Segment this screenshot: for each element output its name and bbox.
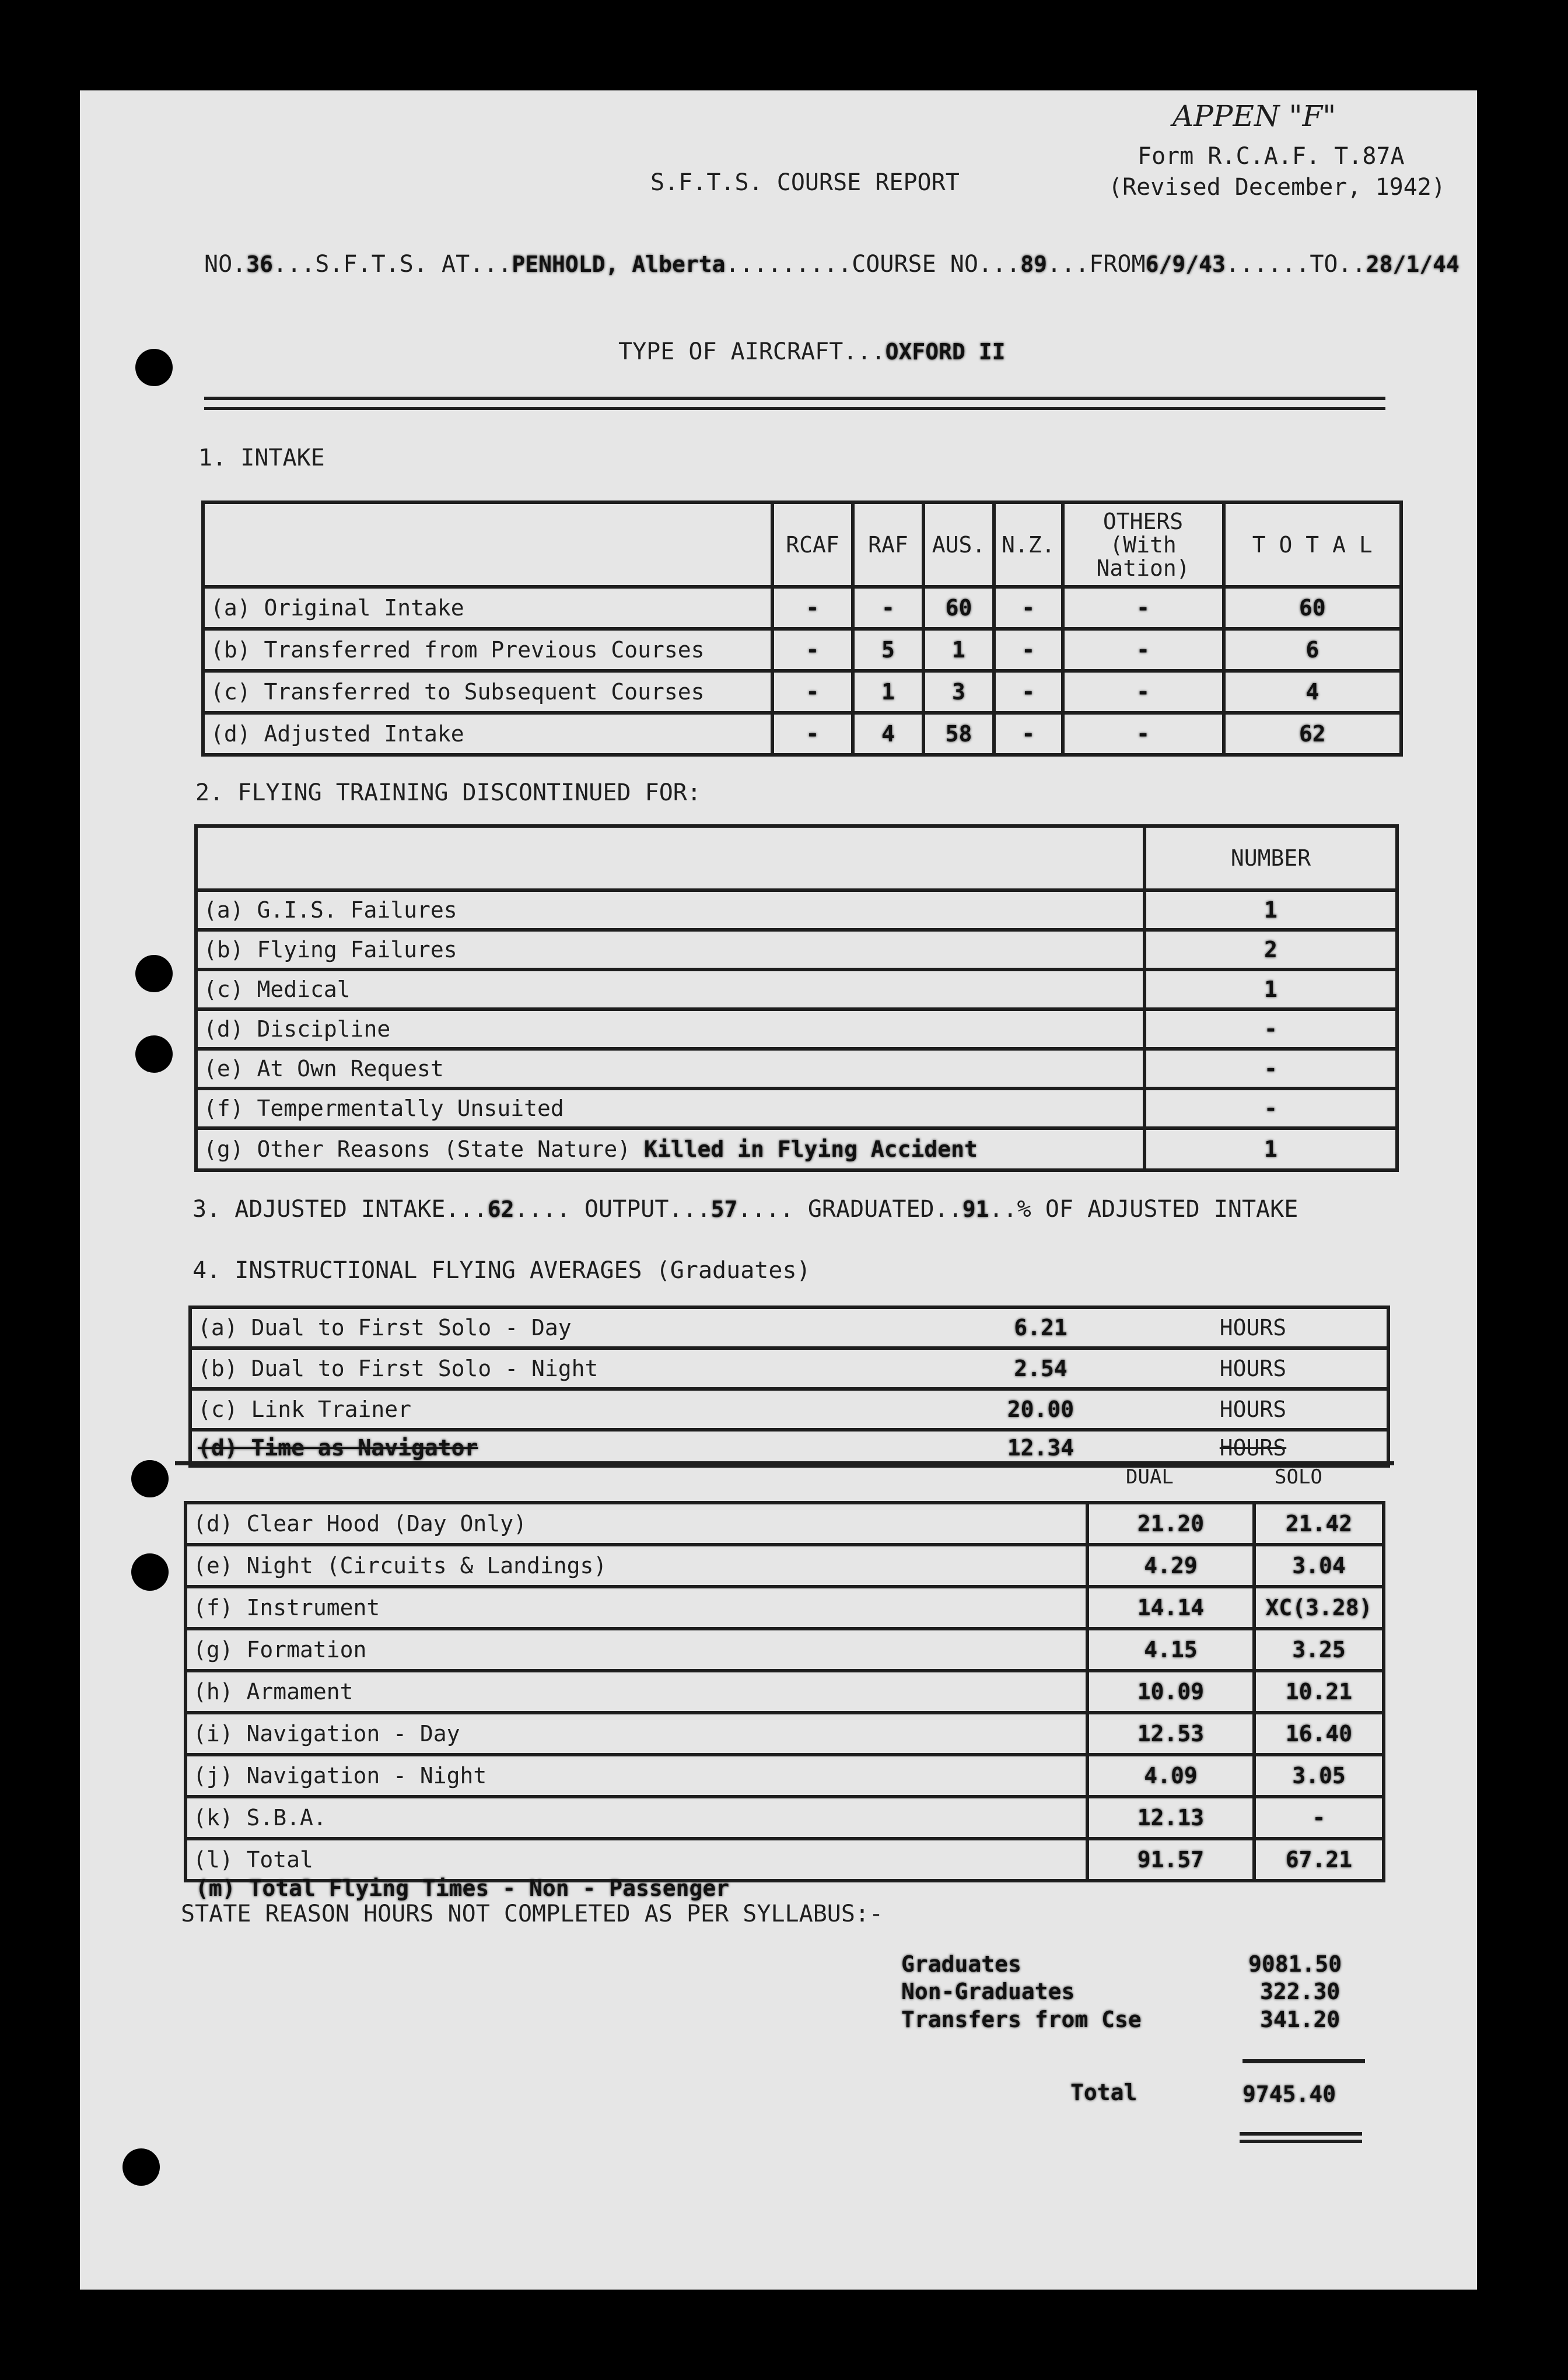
discontinued-row xyxy=(196,970,1397,1009)
total-flying-times-line: (m) Total Flying Times - Non - Passenger xyxy=(195,1875,730,1901)
intake-cell: - xyxy=(994,587,1063,629)
dual-solo-row xyxy=(186,1671,1384,1713)
discontinued-value: - xyxy=(1144,1049,1397,1088)
dual-solo-label: (l) Total xyxy=(186,1839,1087,1881)
discontinued-table xyxy=(194,824,1399,1172)
intake-cell: 60 xyxy=(923,587,994,629)
discontinued-value: 2 xyxy=(1144,930,1397,970)
intake-cell: 62 xyxy=(1224,713,1401,755)
intake-row-adjusted xyxy=(203,713,1401,755)
dual-value: 4.09 xyxy=(1087,1755,1254,1797)
intake-cell: 58 xyxy=(923,713,994,755)
solo-value: 3.25 xyxy=(1254,1629,1384,1671)
dual-value: 91.57 xyxy=(1087,1839,1254,1881)
dual-solo-label: (d) Clear Hood (Day Only) xyxy=(186,1503,1087,1545)
dual-solo-row xyxy=(186,1629,1384,1671)
binder-hole xyxy=(135,349,173,386)
discontinued-label: (e) At Own Request xyxy=(196,1049,1144,1088)
solo-header: SOLO xyxy=(1275,1465,1322,1489)
binder-hole xyxy=(135,1035,173,1073)
binder-hole xyxy=(135,955,173,992)
intake-row-transferred-to xyxy=(203,671,1401,713)
intake-cell: - xyxy=(1063,587,1224,629)
discontinued-value: - xyxy=(1144,1088,1397,1128)
grand-total-underline xyxy=(1240,2132,1362,2136)
dual-solo-table xyxy=(184,1501,1385,1882)
intake-cell: 1 xyxy=(923,629,994,671)
discontinued-label: (c) Medical xyxy=(196,970,1144,1009)
adjusted-intake-label: 3. ADJUSTED INTAKE... xyxy=(192,1196,488,1223)
discontinued-row xyxy=(196,890,1397,930)
dual-value: 4.29 xyxy=(1087,1545,1254,1587)
divider-rule xyxy=(204,407,1385,410)
output-label: .... OUTPUT... xyxy=(514,1196,711,1223)
intake-cell: - xyxy=(772,629,853,671)
solo-value: - xyxy=(1254,1797,1384,1839)
intake-row-label: (b) Transferred from Previous Courses xyxy=(203,629,772,671)
solo-value: XC(3.28) xyxy=(1254,1587,1384,1629)
aircraft-label: TYPE OF AIRCRAFT... xyxy=(618,338,886,365)
to-value: 28/1/44 xyxy=(1366,251,1460,277)
averages-row xyxy=(190,1307,1388,1348)
totals-label: Non-Graduates xyxy=(901,1979,1075,2004)
intake-cell: - xyxy=(994,629,1063,671)
to-label: TO xyxy=(1310,251,1338,278)
no-label: NO. xyxy=(204,251,247,278)
averages-value: 20.00 xyxy=(962,1389,1119,1430)
discontinued-row xyxy=(196,1128,1397,1170)
aircraft-value: OXFORD II xyxy=(885,339,1006,365)
intake-cell: - xyxy=(1063,629,1224,671)
solo-value: 3.04 xyxy=(1254,1545,1384,1587)
graduated-suffix: ..% OF ADJUSTED INTAKE xyxy=(989,1196,1298,1223)
averages-label: (a) Dual to First Solo - Day xyxy=(190,1307,962,1348)
dual-value: 4.15 xyxy=(1087,1629,1254,1671)
binder-hole xyxy=(131,1460,169,1497)
graduated-value: 91 xyxy=(962,1196,989,1222)
totals-label: Graduates xyxy=(901,1951,1021,1977)
averages-value: 12.34 xyxy=(962,1430,1119,1466)
averages-label: (d) Time as Navigator xyxy=(190,1430,962,1466)
section-2-heading: 2. FLYING TRAINING DISCONTINUED FOR: xyxy=(195,779,701,806)
intake-col-total: T O T A L xyxy=(1224,502,1401,587)
intake-col-raf: RAF xyxy=(853,502,923,587)
dual-solo-label: (j) Navigation - Night xyxy=(186,1755,1087,1797)
totals-value: 9081.50 xyxy=(1248,1951,1342,1977)
section-4-heading: 4. INSTRUCTIONAL FLYING AVERAGES (Graduates) xyxy=(192,1257,811,1284)
dual-value: 12.53 xyxy=(1087,1713,1254,1755)
discontinued-label: (f) Tempermentally Unsuited xyxy=(196,1088,1144,1128)
averages-unit: HOURS xyxy=(1119,1307,1388,1348)
averages-value: 6.21 xyxy=(962,1307,1119,1348)
intake-row-transferred-from xyxy=(203,629,1401,671)
adjusted-intake-value: 62 xyxy=(487,1196,514,1222)
averages-unit: HOURS xyxy=(1119,1430,1388,1466)
dual-solo-label: (g) Formation xyxy=(186,1629,1087,1671)
intake-cell: 60 xyxy=(1224,587,1401,629)
form-revision: (Revised December, 1942) xyxy=(1108,174,1446,201)
grand-total-label: Total xyxy=(1070,2080,1138,2105)
intake-cell: 1 xyxy=(853,671,923,713)
intake-cell: 4 xyxy=(1224,671,1401,713)
dual-solo-row xyxy=(186,1545,1384,1587)
dual-solo-row xyxy=(186,1587,1384,1629)
dual-solo-label: (f) Instrument xyxy=(186,1587,1087,1629)
intake-header-blank xyxy=(203,502,772,587)
intake-col-aus: AUS. xyxy=(923,502,994,587)
course-label: COURSE NO. xyxy=(852,251,993,278)
totals-underline xyxy=(1242,2059,1365,2063)
output-value: 57 xyxy=(710,1196,738,1222)
handwritten-reference: APPEN "F" xyxy=(1172,99,1336,133)
intake-row-label: (c) Transferred to Subsequent Courses xyxy=(203,671,772,713)
totals-label: Transfers from Cse xyxy=(901,2007,1142,2032)
averages-row-struck xyxy=(190,1430,1388,1466)
intake-cell: - xyxy=(1063,671,1224,713)
dual-solo-row xyxy=(186,1755,1384,1797)
section-1-heading: 1. INTAKE xyxy=(198,444,325,471)
intake-col-others: OTHERS (With Nation) xyxy=(1063,502,1224,587)
intake-cell: - xyxy=(994,713,1063,755)
intake-col-nz: N.Z. xyxy=(994,502,1063,587)
discontinued-row xyxy=(196,1049,1397,1088)
section-3-line xyxy=(192,1196,1298,1223)
solo-value: 3.05 xyxy=(1254,1755,1384,1797)
sfts-location: PENHOLD, Alberta xyxy=(512,251,726,277)
intake-col-rcaf: RCAF xyxy=(772,502,853,587)
intake-cell: 3 xyxy=(923,671,994,713)
from-label: FROM xyxy=(1089,251,1146,278)
dual-solo-label: (e) Night (Circuits & Landings) xyxy=(186,1545,1087,1587)
discontinued-label: (a) G.I.S. Failures xyxy=(196,890,1144,930)
dual-solo-row xyxy=(186,1839,1384,1881)
solo-value: 67.21 xyxy=(1254,1839,1384,1881)
binder-hole xyxy=(123,2148,160,2186)
totals-value: 322.30 xyxy=(1260,1979,1340,2004)
state-reason-heading: STATE REASON HOURS NOT COMPLETED AS PER SYLLABUS:- xyxy=(181,1901,884,1927)
intake-cell: 5 xyxy=(853,629,923,671)
discontinued-row xyxy=(196,1088,1397,1128)
intake-row-label: (a) Original Intake xyxy=(203,587,772,629)
dual-solo-label: (i) Navigation - Day xyxy=(186,1713,1087,1755)
discontinued-row xyxy=(196,1009,1397,1049)
dual-solo-row xyxy=(186,1503,1384,1545)
averages-value: 2.54 xyxy=(962,1348,1119,1389)
course-value: 89 xyxy=(1020,251,1047,277)
dual-solo-row xyxy=(186,1797,1384,1839)
discontinued-label: (b) Flying Failures xyxy=(196,930,1144,970)
averages-label: (c) Link Trainer xyxy=(190,1389,962,1430)
dual-value: 14.14 xyxy=(1087,1587,1254,1629)
dual-value: 21.20 xyxy=(1087,1503,1254,1545)
no-value: 36 xyxy=(246,251,274,277)
binder-hole xyxy=(131,1553,169,1591)
solo-value: 21.42 xyxy=(1254,1503,1384,1545)
intake-table xyxy=(201,501,1403,757)
number-column-header: NUMBER xyxy=(1144,826,1397,890)
strike-rule xyxy=(175,1461,1394,1465)
discontinued-value: 1 xyxy=(1144,1128,1397,1170)
graduated-label: .... GRADUATED.. xyxy=(737,1196,963,1223)
solo-value: 16.40 xyxy=(1254,1713,1384,1755)
intake-row-label: (d) Adjusted Intake xyxy=(203,713,772,755)
discontinued-label xyxy=(196,1128,1144,1170)
intake-row-original xyxy=(203,587,1401,629)
report-title: S.F.T.S. COURSE REPORT xyxy=(650,169,960,196)
solo-value: 10.21 xyxy=(1254,1671,1384,1713)
averages-label: (b) Dual to First Solo - Night xyxy=(190,1348,962,1389)
dual-solo-row xyxy=(186,1713,1384,1755)
intake-cell: 6 xyxy=(1224,629,1401,671)
discontinued-value: 1 xyxy=(1144,970,1397,1009)
discontinued-row xyxy=(196,930,1397,970)
averages-row xyxy=(190,1389,1388,1430)
other-reasons-label: (g) Other Reasons (State Nature) xyxy=(204,1136,631,1162)
from-value: 6/9/43 xyxy=(1145,251,1226,277)
intake-cell: - xyxy=(772,713,853,755)
dual-header: DUAL xyxy=(1126,1465,1174,1489)
intake-cell: 4 xyxy=(853,713,923,755)
intake-cell: - xyxy=(772,671,853,713)
averages-unit: HOURS xyxy=(1119,1389,1388,1430)
divider-rule xyxy=(204,397,1385,400)
discontinued-label: (d) Discipline xyxy=(196,1009,1144,1049)
other-reasons-note: Killed in Flying Accident xyxy=(643,1136,978,1162)
intake-cell: - xyxy=(853,587,923,629)
discontinued-header-blank xyxy=(196,826,1144,890)
averages-unit: HOURS xyxy=(1119,1348,1388,1389)
aircraft-line xyxy=(618,338,1005,365)
intake-cell: - xyxy=(1063,713,1224,755)
averages-table xyxy=(188,1306,1390,1468)
discontinued-value: - xyxy=(1144,1009,1397,1049)
sfts-at-label: ...S.F.T.S. AT... xyxy=(273,251,512,278)
grand-total-value: 9745.40 xyxy=(1242,2081,1336,2107)
intake-cell: - xyxy=(772,587,853,629)
averages-row xyxy=(190,1348,1388,1389)
header-line: NO.36...S.F.T.S. AT...PENHOLD, Alberta.........COURSE NO...89...FROM6/9/43......TO..28/1/44 xyxy=(204,251,1460,278)
dual-value: 12.13 xyxy=(1087,1797,1254,1839)
dual-solo-label: (k) S.B.A. xyxy=(186,1797,1087,1839)
grand-total-underline xyxy=(1240,2140,1362,2143)
dual-solo-label: (h) Armament xyxy=(186,1671,1087,1713)
totals-value: 341.20 xyxy=(1260,2007,1340,2032)
form-number: Form R.C.A.F. T.87A xyxy=(1138,143,1405,170)
dual-value: 10.09 xyxy=(1087,1671,1254,1713)
intake-cell: - xyxy=(994,671,1063,713)
discontinued-value: 1 xyxy=(1144,890,1397,930)
